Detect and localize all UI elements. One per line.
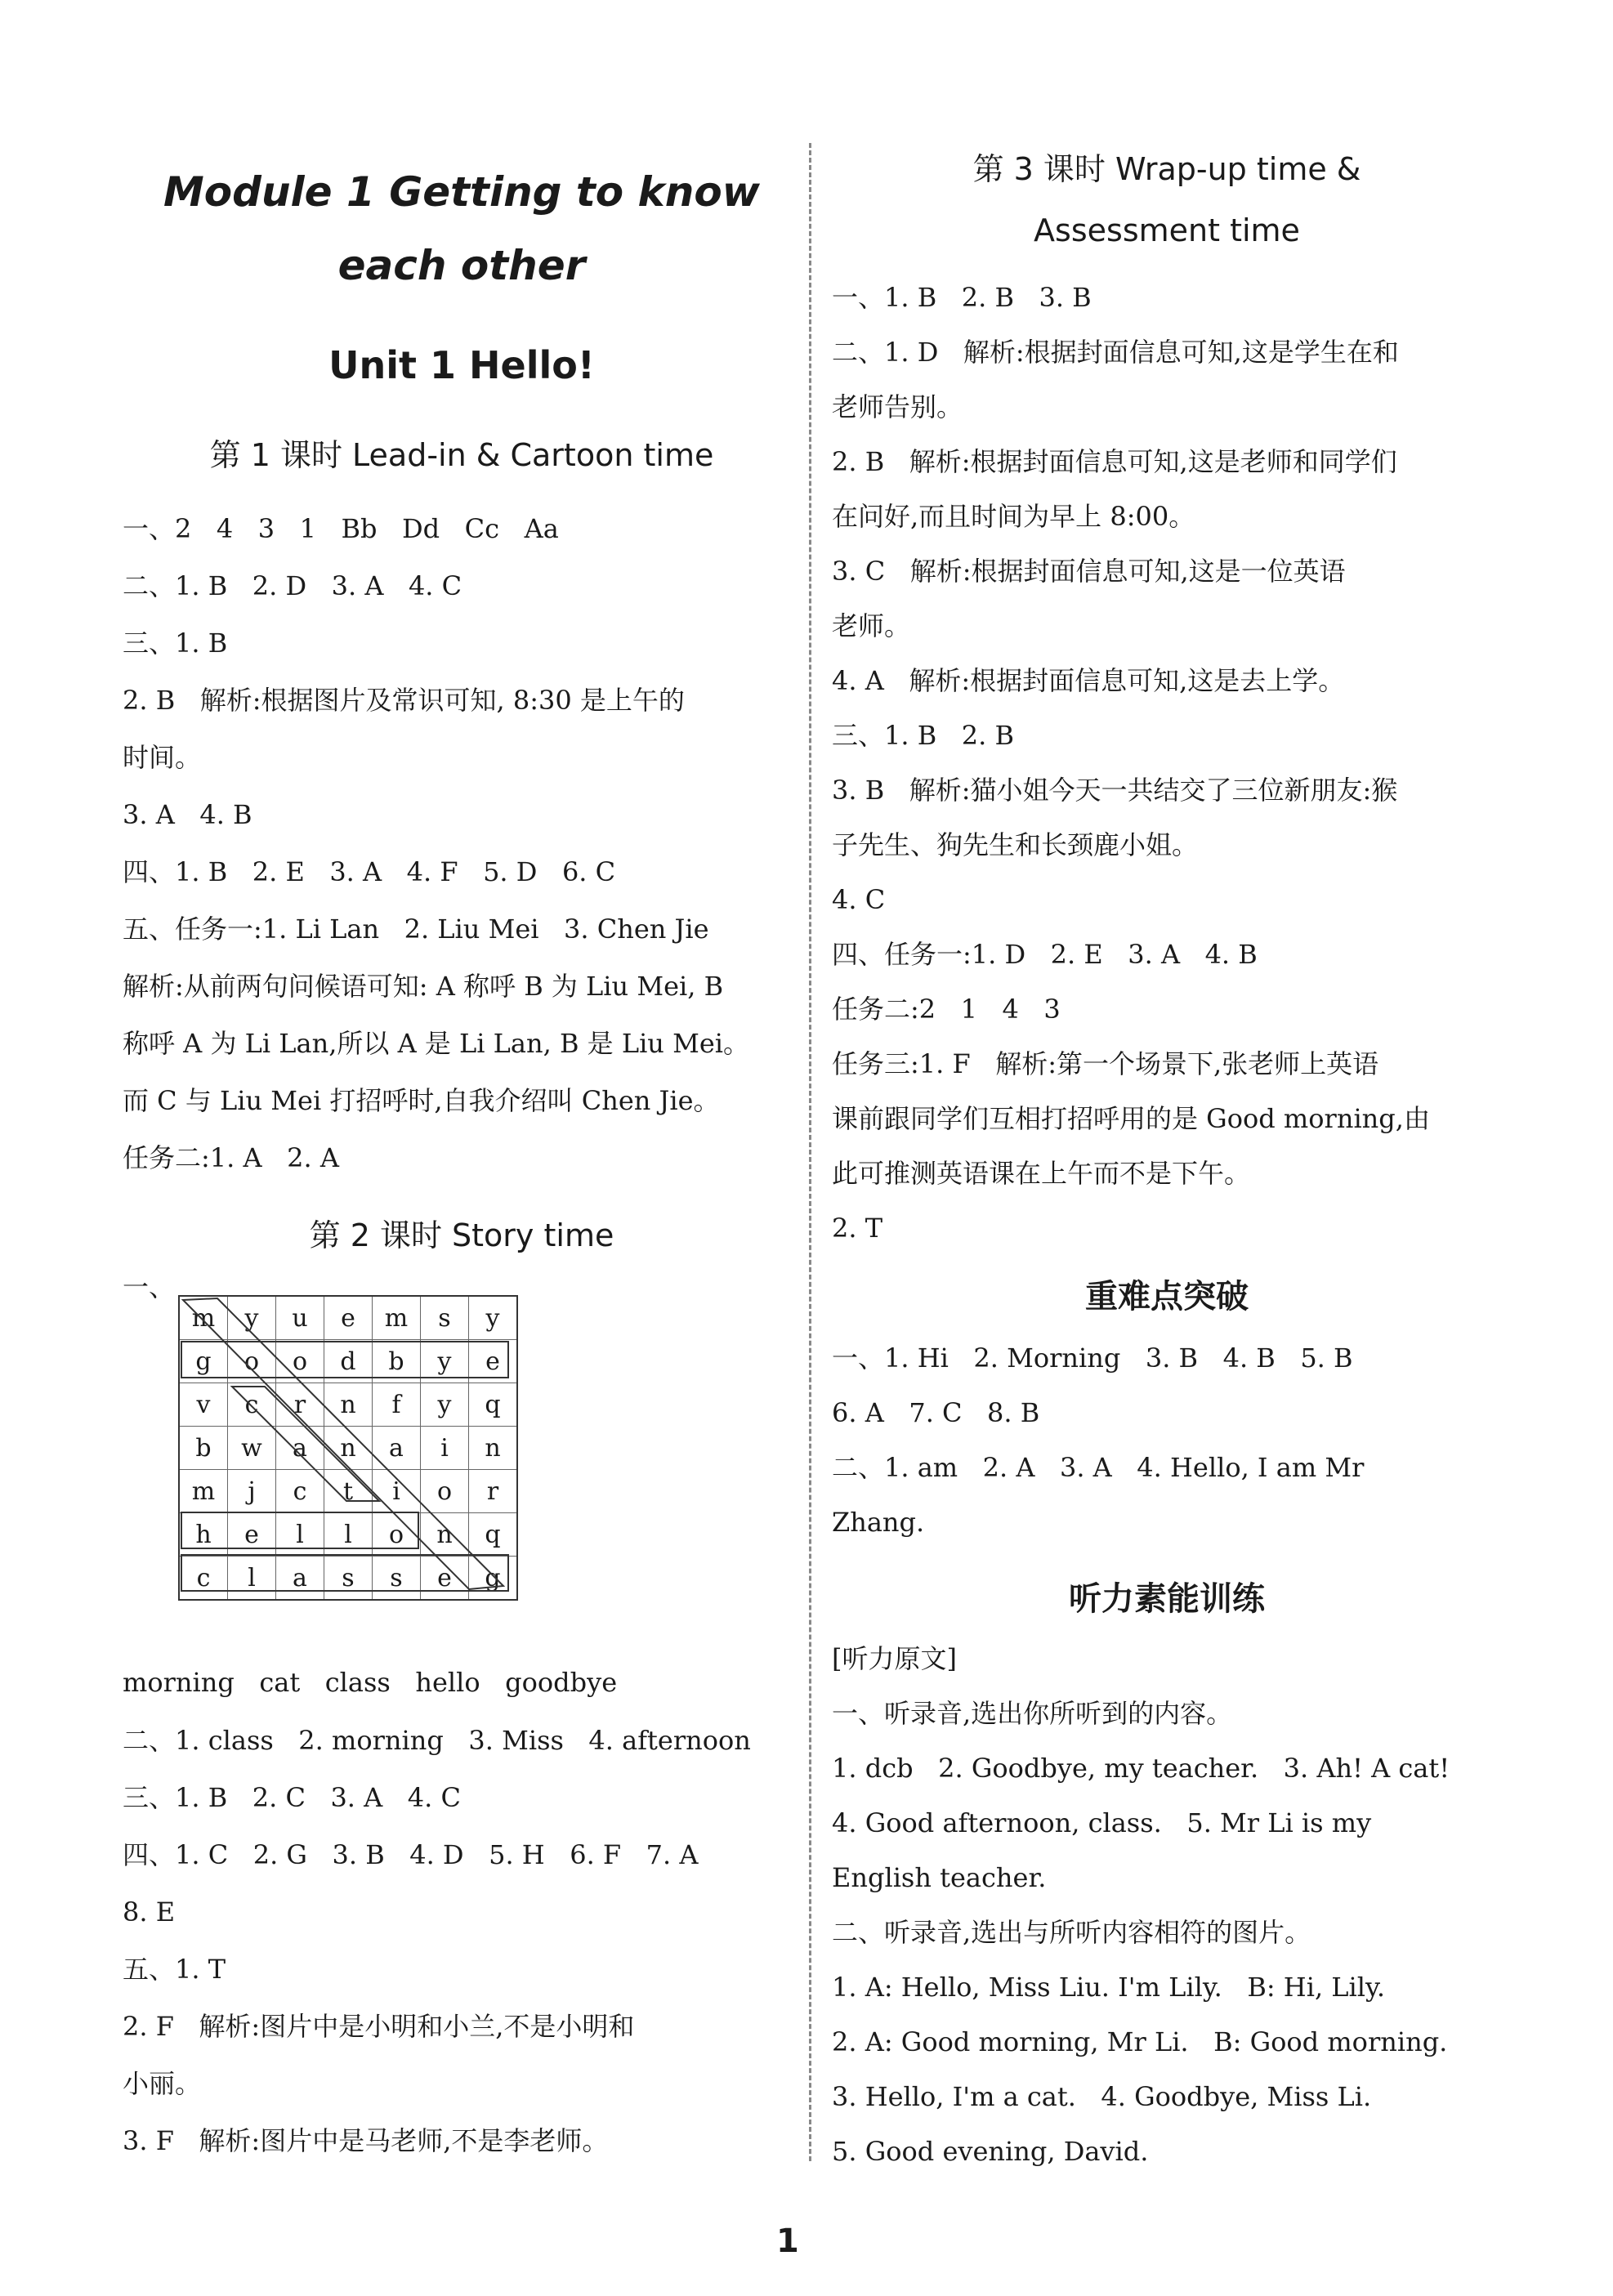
grid-cell: v bbox=[179, 1383, 228, 1427]
word-list: morning cat class hello goodbye bbox=[123, 1667, 618, 1698]
section-title-listening: 听力素能训练 bbox=[1069, 1580, 1265, 1618]
answer-line: 时间。 bbox=[123, 742, 202, 773]
grid-cell: m bbox=[179, 1296, 228, 1340]
grid-cell: m bbox=[373, 1296, 421, 1340]
lesson-3-title-line2: Assessment time bbox=[1034, 212, 1300, 248]
answer-line: 五、1. T bbox=[123, 1954, 226, 1985]
answer-line: 2. B 解析:根据图片及常识可知, 8:30 是上午的 bbox=[123, 685, 685, 716]
answer-line: 此可推测英语课在上午而不是下午。 bbox=[832, 1158, 1251, 1189]
grid-cell: b bbox=[373, 1340, 421, 1383]
answer-line: 2. F 解析:图片中是小明和小兰,不是小明和 bbox=[123, 2011, 635, 2042]
grid-cell: s bbox=[373, 1557, 421, 1601]
grid-cell: r bbox=[276, 1383, 324, 1427]
grid-cell: e bbox=[469, 1340, 518, 1383]
grid-cell: t bbox=[324, 1470, 373, 1513]
answer-line: 3. F 解析:图片中是马老师,不是李老师。 bbox=[123, 2125, 609, 2156]
grid-cell: i bbox=[421, 1427, 469, 1470]
grid-cell: q bbox=[469, 1383, 518, 1427]
word-search-highlights bbox=[178, 1295, 513, 1597]
answer-line: 任务三:1. F 解析:第一个场景下,张老师上英语 bbox=[832, 1048, 1379, 1079]
answer-line: 3. B 解析:猫小姐今天一共结交了三位新朋友:猴 bbox=[832, 775, 1398, 806]
answer-line: 6. A 7. C 8. B bbox=[832, 1397, 1040, 1428]
answer-line: 称呼 A 为 Li Lan,所以 A 是 Li Lan, B 是 Liu Mei。 bbox=[123, 1028, 750, 1059]
grid-cell: g bbox=[179, 1340, 228, 1383]
answer-line: 2. A: Good morning, Mr Li. B: Good morning. bbox=[832, 2026, 1448, 2057]
unit-title: Unit 1 Hello! bbox=[328, 343, 595, 387]
grid-cell: n bbox=[469, 1427, 518, 1470]
grid-cell: y bbox=[469, 1296, 518, 1340]
module-title-line2: each other bbox=[337, 242, 586, 289]
answer-line: 四、1. B 2. E 3. A 4. F 5. D 6. C bbox=[123, 856, 616, 887]
answer-line: 解析:从前两句问候语可知: A 称呼 B 为 Liu Mei, B bbox=[123, 971, 724, 1002]
grid-cell: b bbox=[179, 1427, 228, 1470]
grid-cell: e bbox=[228, 1513, 276, 1557]
grid-cell: n bbox=[324, 1383, 373, 1427]
answer-line: 一、2 4 3 1 Bb Dd Cc Aa bbox=[123, 513, 559, 544]
answer-line: 三、1. B bbox=[123, 628, 228, 659]
column-divider bbox=[809, 143, 811, 2161]
answer-line: 二、1. D 解析:根据封面信息可知,这是学生在和 bbox=[832, 337, 1399, 368]
answer-line: 一、听录音,选出你所听到的内容。 bbox=[832, 1698, 1233, 1729]
grid-cell: o bbox=[373, 1513, 421, 1557]
grid-cell: h bbox=[179, 1513, 228, 1557]
lesson-2-title: 第 2 课时 Story time bbox=[309, 1217, 614, 1253]
grid-cell: y bbox=[421, 1383, 469, 1427]
answer-line: 课前跟同学们互相打招呼用的是 Good morning,由 bbox=[832, 1103, 1430, 1134]
answer-line: 二、听录音,选出与所听内容相符的图片。 bbox=[832, 1917, 1311, 1948]
answer-line: 四、1. C 2. G 3. B 4. D 5. H 6. F 7. A bbox=[123, 1839, 699, 1870]
answer-line: 5. Good evening, David. bbox=[832, 2136, 1149, 2167]
section-title-key-points: 重难点突破 bbox=[1085, 1278, 1249, 1316]
answer-line: 3. C 解析:根据封面信息可知,这是一位英语 bbox=[832, 556, 1346, 587]
answer-line: 二、1. class 2. morning 3. Miss 4. afternoon bbox=[123, 1725, 751, 1756]
grid-cell: s bbox=[324, 1557, 373, 1601]
grid-cell: c bbox=[276, 1470, 324, 1513]
grid-cell: l bbox=[228, 1557, 276, 1601]
answer-line: 4. A 解析:根据封面信息可知,这是去上学。 bbox=[832, 665, 1345, 696]
answer-line: 任务二:1. A 2. A bbox=[123, 1142, 339, 1173]
answer-line: 3. Hello, I'm a cat. 4. Goodbye, Miss Li. bbox=[832, 2081, 1372, 2112]
answer-line: 五、任务一:1. Li Lan 2. Liu Mei 3. Chen Jie bbox=[123, 913, 709, 945]
grid-cell: g bbox=[469, 1557, 518, 1601]
grid-cell: c bbox=[228, 1383, 276, 1427]
grid-cell: a bbox=[276, 1557, 324, 1601]
grid-cell: l bbox=[276, 1513, 324, 1557]
answer-line: 2. T bbox=[832, 1213, 883, 1244]
answer-line: 老师。 bbox=[832, 610, 911, 641]
grid-cell: a bbox=[373, 1427, 421, 1470]
grid-cell: m bbox=[179, 1470, 228, 1513]
answer-line: 小丽。 bbox=[123, 2068, 202, 2099]
answer-line: 一、1. B 2. B 3. B bbox=[832, 282, 1092, 313]
answer-line: 三、1. B 2. B bbox=[832, 720, 1014, 751]
module-title-line1: Module 1 Getting to know bbox=[163, 168, 760, 216]
answer-line: 二、1. B 2. D 3. A 4. C bbox=[123, 570, 462, 601]
answer-line: 老师告别。 bbox=[832, 391, 963, 422]
grid-cell: o bbox=[421, 1470, 469, 1513]
answer-line: 在问好,而且时间为早上 8:00。 bbox=[832, 501, 1195, 532]
grid-cell: j bbox=[228, 1470, 276, 1513]
grid-cell: q bbox=[469, 1513, 518, 1557]
answer-line: 而 C 与 Liu Mei 打招呼时,自我介绍叫 Chen Jie。 bbox=[123, 1085, 720, 1116]
answer-line: 3. A 4. B bbox=[123, 799, 252, 830]
answer-line: 4. C bbox=[832, 884, 886, 915]
answer-line: English teacher. bbox=[832, 1862, 1047, 1893]
grid-cell: y bbox=[421, 1340, 469, 1383]
grid-cell: c bbox=[179, 1557, 228, 1601]
grid-cell: r bbox=[469, 1470, 518, 1513]
grid-cell: a bbox=[276, 1427, 324, 1470]
grid-cell: w bbox=[228, 1427, 276, 1470]
answer-line: 四、任务一:1. D 2. E 3. A 4. B bbox=[832, 939, 1258, 970]
grid-cell: o bbox=[276, 1340, 324, 1383]
grid-cell: n bbox=[324, 1427, 373, 1470]
answer-line: 4. Good afternoon, class. 5. Mr Li is my bbox=[832, 1807, 1372, 1838]
answer-line: 任务二:2 1 4 3 bbox=[832, 994, 1061, 1025]
grid-cell: d bbox=[324, 1340, 373, 1383]
answer-line: 一、1. Hi 2. Morning 3. B 4. B 5. B bbox=[832, 1342, 1353, 1374]
highlight-hello bbox=[181, 1512, 418, 1548]
answer-line: 二、1. am 2. A 3. A 4. Hello, I am Mr bbox=[832, 1452, 1365, 1483]
highlight-cat bbox=[232, 1387, 379, 1501]
answer-line: 1. A: Hello, Miss Liu. I'm Lily. B: Hi, Lily. bbox=[832, 1972, 1385, 2003]
answer-line: 2. B 解析:根据封面信息可知,这是老师和同学们 bbox=[832, 446, 1397, 477]
page-number: 1 bbox=[776, 2222, 799, 2260]
grid-cell: i bbox=[373, 1470, 421, 1513]
lesson-1-title: 第 1 课时 Lead-in & Cartoon time bbox=[209, 437, 714, 473]
answer-line: 三、1. B 2. C 3. A 4. C bbox=[123, 1782, 461, 1813]
highlight-class bbox=[181, 1555, 508, 1591]
grid-cell: u bbox=[276, 1296, 324, 1340]
grid-cell: n bbox=[421, 1513, 469, 1557]
grid-cell: y bbox=[228, 1296, 276, 1340]
answer-line: [听力原文] bbox=[832, 1643, 957, 1674]
lesson-3-title-line1: 第 3 课时 Wrap-up time & bbox=[972, 151, 1361, 187]
section-label: 一、 bbox=[123, 1271, 176, 1302]
grid-cell: s bbox=[421, 1296, 469, 1340]
answer-line: Zhang. bbox=[832, 1507, 925, 1538]
answer-line: 8. E bbox=[123, 1896, 176, 1927]
grid-cell: l bbox=[324, 1513, 373, 1557]
grid-cell: e bbox=[421, 1557, 469, 1601]
answer-line: 1. dcb 2. Goodbye, my teacher. 3. Ah! A cat! bbox=[832, 1753, 1450, 1784]
grid-cell: f bbox=[373, 1383, 421, 1427]
answer-line: 子先生、狗先生和长颈鹿小姐。 bbox=[832, 829, 1199, 860]
grid-cell: o bbox=[228, 1340, 276, 1383]
grid-cell: e bbox=[324, 1296, 373, 1340]
